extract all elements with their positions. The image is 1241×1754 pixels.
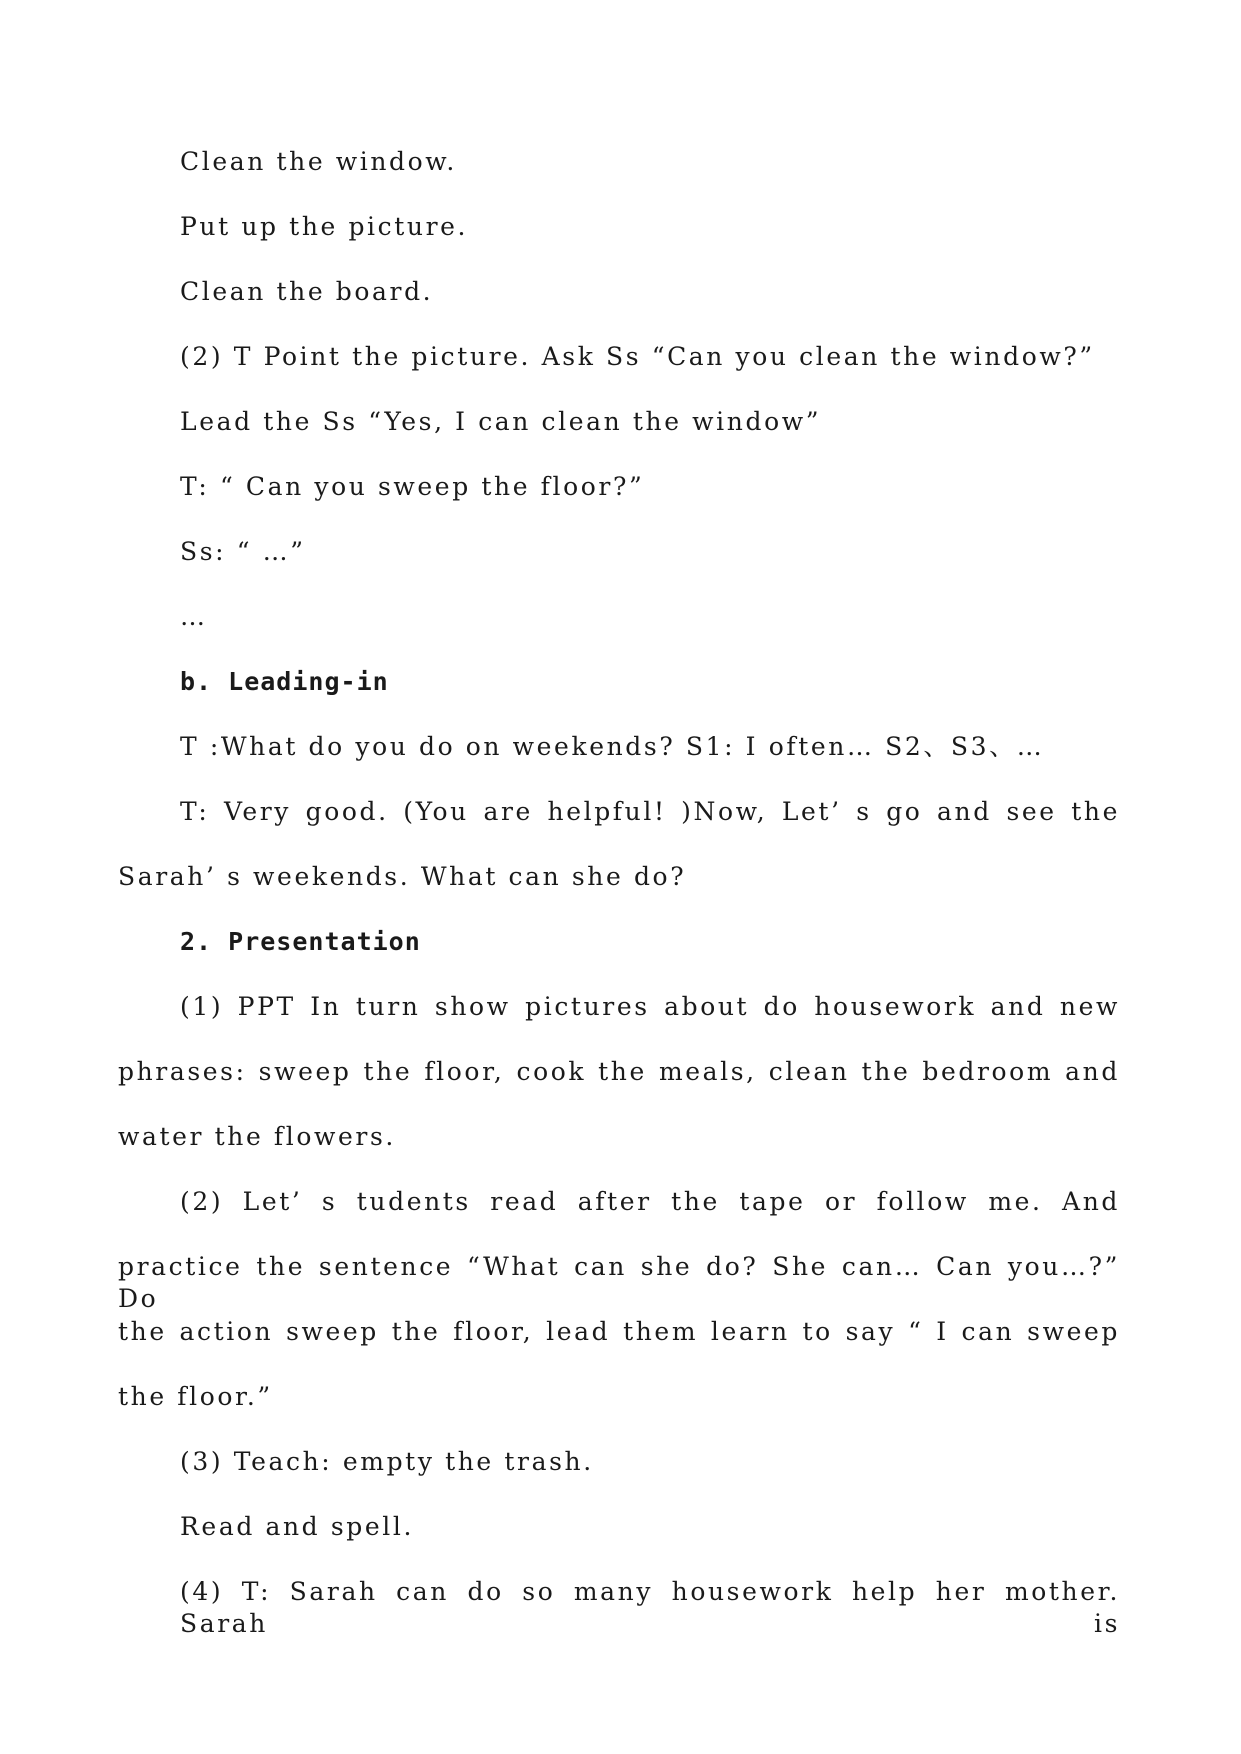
text-line: T: “ Can you sweep the floor?” (180, 472, 645, 501)
text-line: Sarah’ s weekends. What can she do? (118, 862, 687, 891)
section-heading: b. Leading-in (180, 667, 389, 696)
text-line: T :What do you do on weekends? S1: I often… S2、S3、… (180, 732, 1045, 761)
section-heading: 2. Presentation (180, 927, 421, 956)
text-line: the action sweep the floor, lead them learn to say “ I can sweep (118, 1317, 1120, 1346)
text-line: (1) PPT In turn show pictures about do housework and new (180, 992, 1120, 1021)
text-line: water the flowers. (118, 1122, 396, 1151)
text-line: practice the sentence “What can she do? She can… Can you…?” Do (118, 1252, 1120, 1313)
text-line: (4) T: Sarah can do so many housework help her mother. Sarah is (180, 1577, 1120, 1638)
text-line: Ss: “ …” (180, 537, 306, 566)
text-line: Read and spell. (180, 1512, 414, 1541)
text-line: (2) Let’ s tudents read after the tape or follow me. And (180, 1187, 1120, 1216)
text-line: … (180, 602, 208, 631)
text-line: Clean the board. (180, 277, 434, 306)
text-line: (2) T Point the picture. Ask Ss “Can you clean the window?” (180, 342, 1095, 371)
text-line: Put up the picture. (180, 212, 469, 241)
text-line: phrases: sweep the floor, cook the meals, clean the bedroom and (118, 1057, 1120, 1086)
text-line: Clean the window. (180, 147, 457, 176)
text-line: Lead the Ss “Yes, I can clean the window” (180, 407, 822, 436)
text-line: the floor.” (118, 1382, 273, 1411)
text-line: T: Very good. (You are helpful! )Now, Let’ s go and see the (180, 797, 1120, 826)
text-line: (3) Teach: empty the trash. (180, 1447, 594, 1476)
